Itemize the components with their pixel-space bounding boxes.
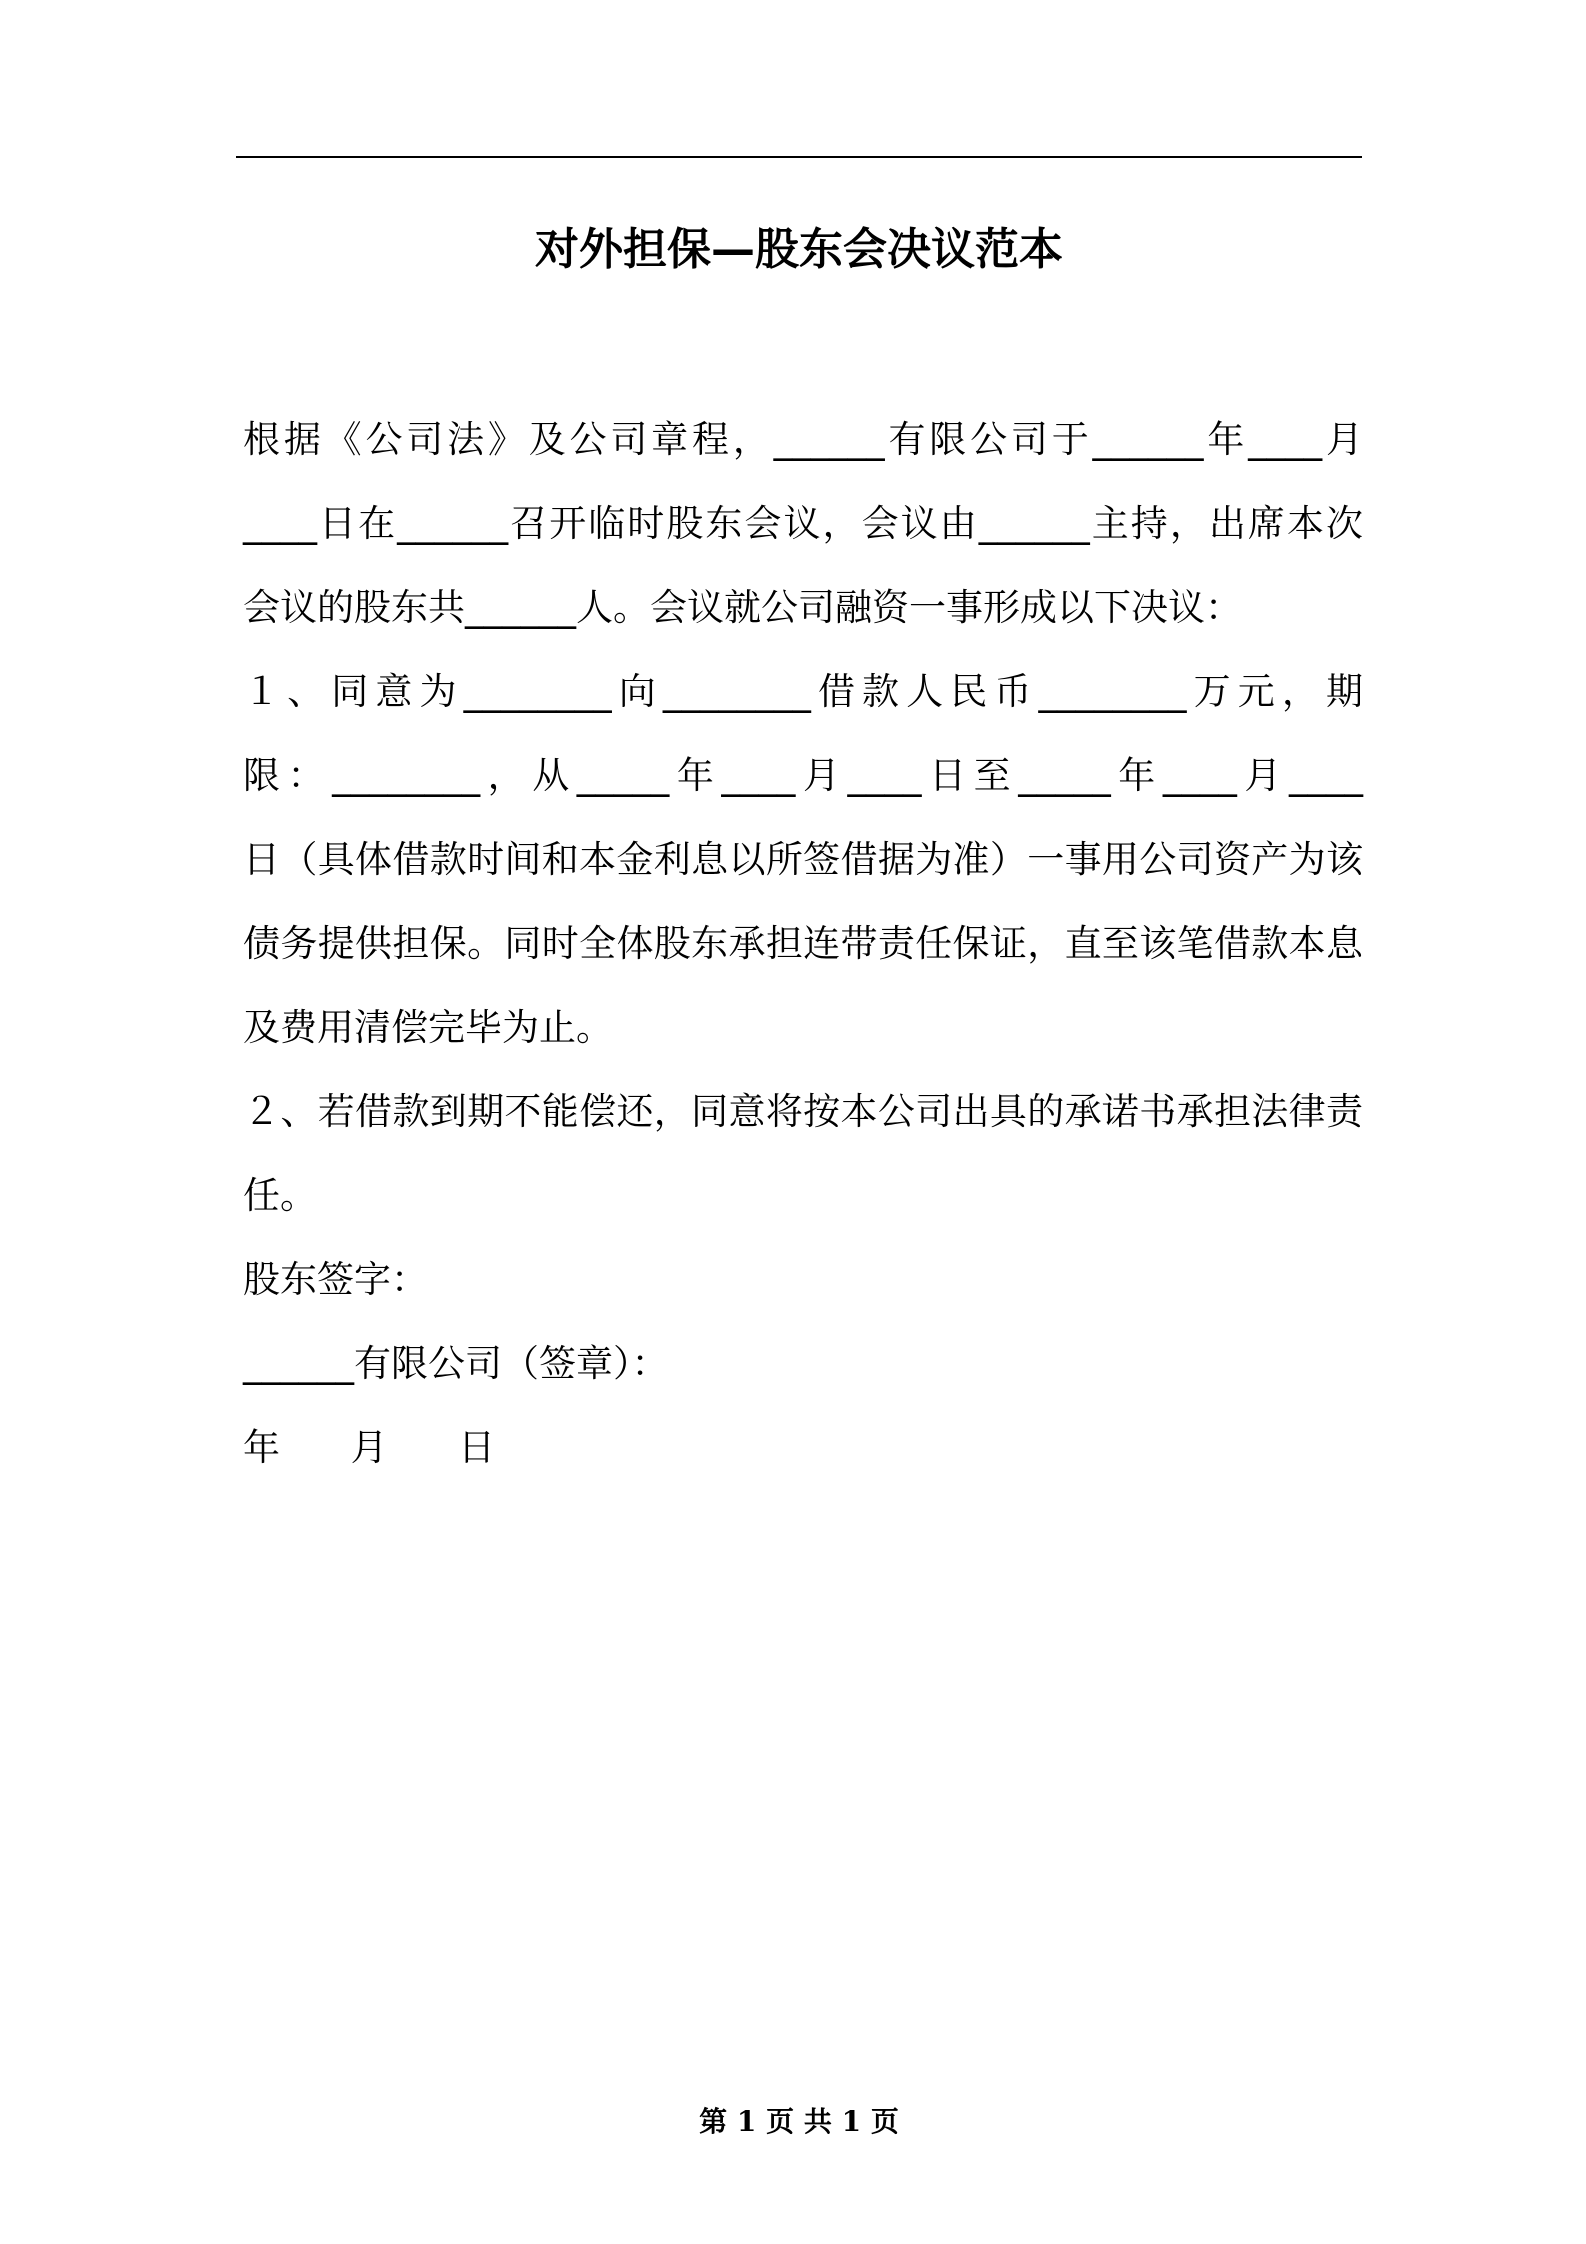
document-body bbox=[243, 398, 1363, 1490]
preamble-line-3: 会议的股东共______人。会议就公司融资一事形成以下决议： bbox=[243, 586, 1242, 629]
resolution-1-line-1: １、同意为________向________借款人民币________万元，期 bbox=[243, 670, 1363, 713]
resolution-1-line-2: 限：________，从_____年____月____日至_____年____月____ bbox=[243, 754, 1363, 797]
preamble-line-1: 根据《公司法》及公司章程，______有限公司于______年____月 bbox=[243, 418, 1363, 461]
document-title: 对外担保—股东会决议范本 bbox=[535, 224, 1063, 275]
resolution-1-line-5: 及费用清偿完毕为止。 bbox=[243, 1006, 613, 1049]
resolution-2-line-2: 任。 bbox=[243, 1174, 317, 1217]
company-seal-line: ______有限公司（签章）： bbox=[243, 1342, 669, 1385]
resolution-1-line-4: 债务提供担保。同时全体股东承担连带责任保证，直至该笔借款本息 bbox=[243, 922, 1363, 965]
date-line: 年 月 日 bbox=[243, 1426, 496, 1469]
resolution-1-line-3: 日（具体借款时间和本金利息以所签借据为准）一事用公司资产为该 bbox=[243, 838, 1363, 881]
preamble-line-2: ____日在______召开临时股东会议，会议由______主持，出席本次 bbox=[243, 502, 1363, 545]
resolution-2-line-1: ２、若借款到期不能偿还，同意将按本公司出具的承诺书承担法律责 bbox=[243, 1090, 1363, 1133]
signature-label: 股东签字： bbox=[243, 1258, 428, 1301]
header-rule bbox=[236, 156, 1362, 158]
page-footer: 第 1 页 共 1 页 bbox=[699, 2105, 899, 2138]
